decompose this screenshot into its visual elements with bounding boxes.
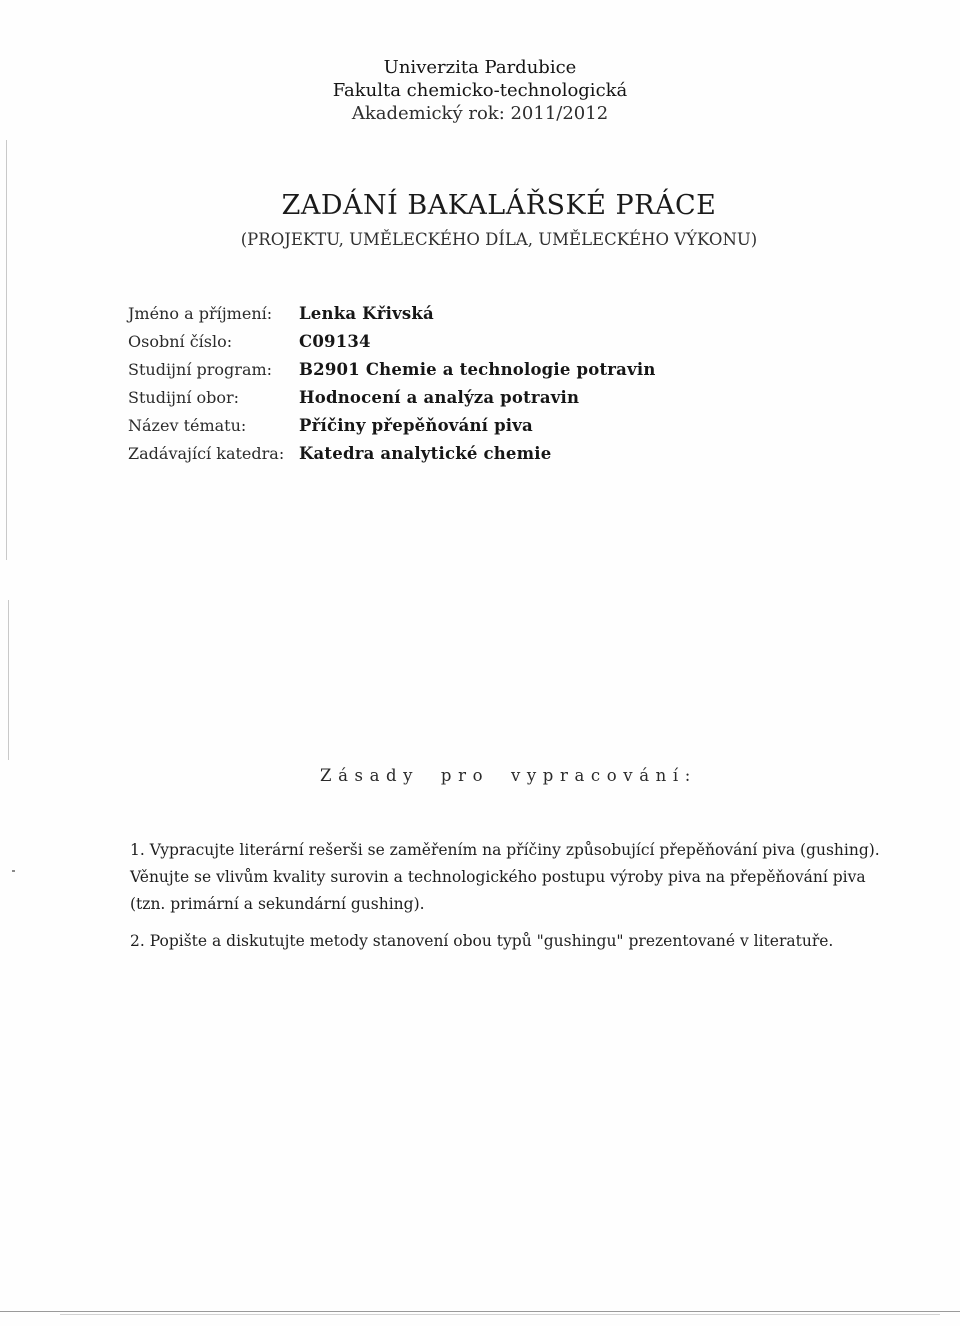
principle-1-line-3: (tzn. primární a sekundární gushing). bbox=[130, 895, 425, 913]
scan-bottom-edge bbox=[0, 1311, 960, 1312]
principle-1 bbox=[130, 837, 890, 918]
principle-1-line-2: Věnujte se vlivům kvality surovin a technologického postupu výroby piva na přepěňování piva bbox=[130, 868, 866, 886]
info-label: Zadávající katedra: bbox=[128, 444, 285, 463]
document-subtitle: (PROJEKTU, UMĚLECKÉHO DÍLA, UMĚLECKÉHO VÝKONU) bbox=[240, 230, 758, 249]
info-label: Název tématu: bbox=[128, 416, 247, 435]
scan-speck bbox=[12, 870, 15, 872]
principle-1-line-1: 1. Vypracujte literární rešerši se zaměřením na příčiny způsobující přepěňování piva (gushing). bbox=[130, 841, 880, 859]
document-title: ZADÁNÍ BAKALÁŘSKÉ PRÁCE bbox=[281, 190, 717, 221]
scan-edge-mark bbox=[8, 600, 9, 760]
principle-2 bbox=[130, 928, 890, 955]
principle-2-line-1: 2. Popište a diskutujte metody stanovení obou typů "gushingu" prezentované v literatuře. bbox=[130, 932, 834, 950]
academic-year: Akademický rok: 2011/2012 bbox=[351, 103, 609, 124]
principles-heading: Zásady pro vypracování: bbox=[320, 766, 697, 785]
info-label: Studijní program: bbox=[128, 360, 273, 379]
info-value: Katedra analytické chemie bbox=[299, 444, 552, 463]
scan-bottom-edge-faint bbox=[60, 1314, 940, 1315]
faculty-name: Fakulta chemicko-technologická bbox=[332, 80, 628, 101]
info-value: Lenka Křivská bbox=[299, 304, 434, 323]
info-label: Jméno a příjmení: bbox=[128, 304, 273, 323]
info-value: Příčiny přepěňování piva bbox=[299, 416, 533, 435]
university-name: Univerzita Pardubice bbox=[383, 57, 577, 78]
info-value: Hodnocení a analýza potravin bbox=[299, 388, 580, 407]
info-label: Osobní číslo: bbox=[128, 332, 233, 351]
info-value: C09134 bbox=[299, 332, 371, 351]
info-label: Studijní obor: bbox=[128, 388, 240, 407]
info-value: B2901 Chemie a technologie potravin bbox=[299, 360, 656, 379]
scan-edge-mark bbox=[6, 140, 7, 560]
